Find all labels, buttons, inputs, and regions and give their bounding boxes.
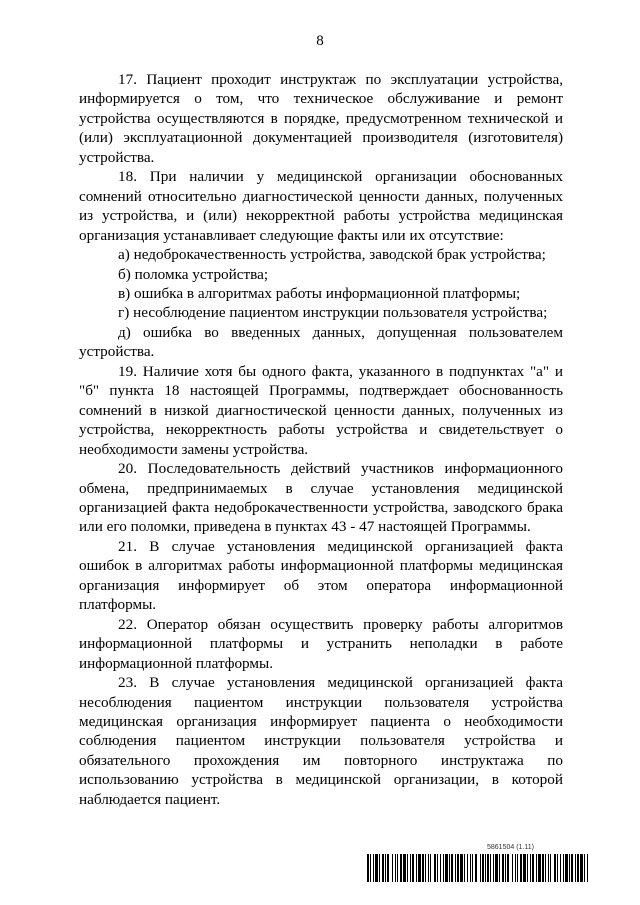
list-item-d: д) ошибка во введенных данных, допущенная пользователем устройства. — [79, 323, 563, 361]
paragraph-22: 22. Оператор обязан осуществить проверку работы алгоритмов информационной платформы и устранить неполадки в работе информационной платформы. — [79, 615, 563, 672]
list-item-g: г) несоблюдение пациентом инструкции пользователя устройства; — [118, 304, 548, 322]
paragraph-18: 18. При наличии у медицинской организации обоснованных сомнений относительно диагностической ценности данных, полученных из устройства, и (или) некорректной работы устройства медицинская организация устанавливает следующие факты или их отсутствие: — [79, 168, 563, 244]
paragraph-17: 17. Пациент проходит инструктаж по эксплуатации устройства, информируется о том, что техническое обслуживание и ремонт устройства осуществляются в порядке, предусмотренном технической и (или) эксплуатационной документацией производителя (изготовителя) устройства. — [79, 71, 563, 166]
list-item-b: б) поломка устройства; — [118, 265, 269, 283]
page-number: 8 — [316, 33, 324, 49]
paragraph-19: 19. Наличие хотя бы одного факта, указанного в подпунктах "а" и "б" пункта 18 настоящей Программы, подтверждает обоснованность сомнений в низкой диагностической ценности данных, полученных из устройства, некорректность работы устройства и свидетельствует о необходимости замены устройства. — [79, 362, 563, 458]
document-body — [79, 70, 563, 809]
document-code: 5861504 (1.11) — [487, 844, 534, 851]
paragraph-21: 21. В случае установления медицинской организацией факта ошибок в алгоритмах работы информационной платформы медицинская организация информирует об этом оператора информационной платформы. — [79, 537, 563, 614]
list-item-a: а) недоброкачественность устройства, заводской брак устройства; — [118, 246, 546, 264]
paragraph-20: 20. Последовательность действий участников информационного обмена, предпринимаемых в случае установления медицинской организацией факта недоброкачественности устройства, заводского брака или его поломки, приведена в пунктах 43 - 47 настоящей Программы. — [79, 460, 563, 536]
list-item-v: в) ошибка в алгоритмах работы информационной платформы; — [118, 284, 521, 302]
paragraph-23: 23. В случае установления медицинской организацией факта несоблюдения пациентом инструкции пользователя устройства медицинская организация информирует пациента о необходимости соблюдения пациентом инструкции пользователя устройства и обязательного прохождения им повторного инструктажа по использованию устройства в медицинской организации, в которой наблюдается пациент. — [79, 674, 563, 808]
barcode-icon — [367, 854, 589, 882]
